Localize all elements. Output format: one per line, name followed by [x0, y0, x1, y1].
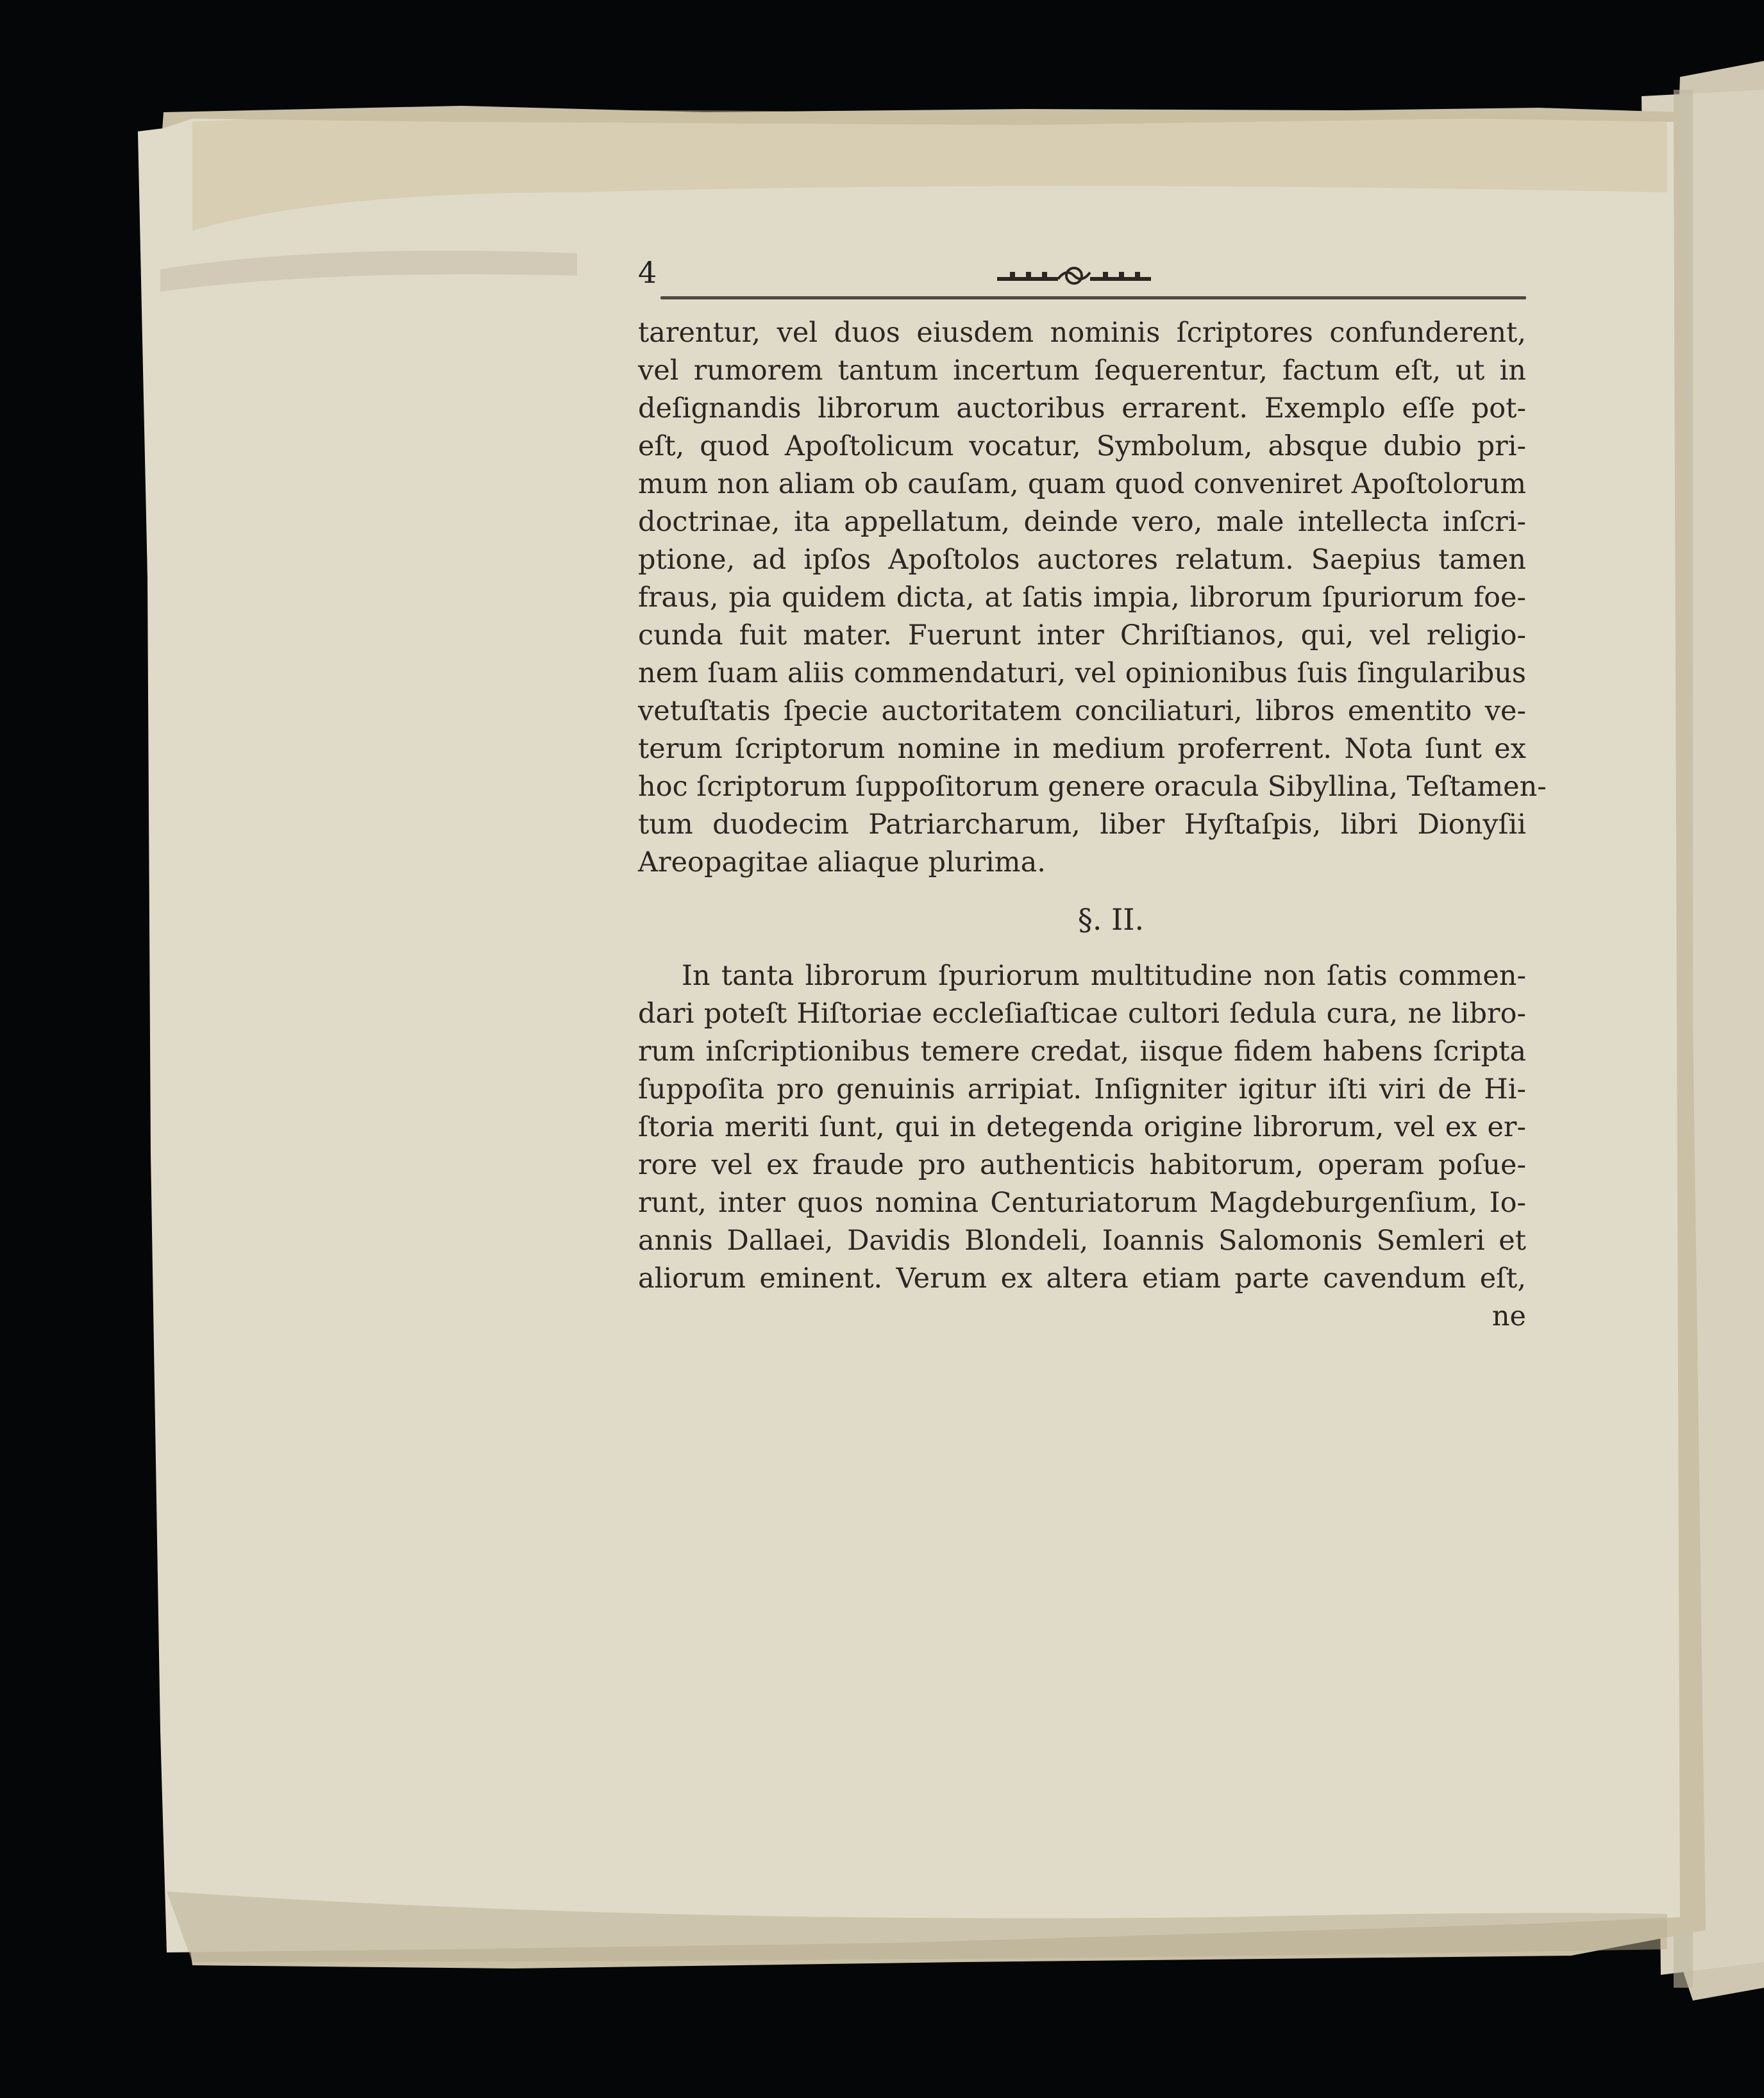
text-line: In tanta librorum ſpuriorum multitudine non ſatis commen- — [682, 960, 1526, 992]
text-line: ſtoria meriti ſunt, qui in detegenda origine librorum, vel ex er- — [638, 1111, 1526, 1143]
text-line: rum inſcriptionibus temere credat, iisque fidem habens ſcripta — [638, 1036, 1526, 1068]
text-line: terum ſcriptorum nomine in medium proferrent. Nota ſunt ex — [638, 733, 1526, 765]
text-line: aliorum eminent. Verum ex altera etiam parte cavendum eſt, — [638, 1263, 1526, 1295]
text-line: annis Dallaei, Davidis Blondeli, Ioannis Salomonis Semleri et — [638, 1225, 1526, 1257]
text-line: Areopagitae aliaque plurima. — [638, 846, 1046, 878]
catchword: ne — [1491, 1300, 1526, 1332]
text-line: eſt, quod Apoſtolicum vocatur, Symbolum, absque dubio pri- — [638, 430, 1526, 462]
page-header — [638, 255, 1526, 303]
text-line: tum duodecim Patriarcharum, liber Hyſtaſpis, libri Dionyſii — [638, 809, 1526, 841]
text-line: runt, inter quos nomina Centuriatorum Magdeburgenſium, Io- — [638, 1187, 1526, 1219]
text-line: vel rumorem tantum incertum ſequerentur, factum eſt, ut in — [638, 355, 1526, 387]
text-line: deſignandis librorum auctoribus errarent. Exemplo eſſe pot- — [638, 392, 1526, 424]
text-line: ſuppoſita pro genuinis arripiat. Inſigniter igitur iſti viri de Hi- — [638, 1073, 1526, 1105]
header-rule — [660, 296, 1526, 299]
text-line: rore vel ex fraude pro authenticis habitorum, operam poſue- — [638, 1149, 1526, 1181]
page-number: 4 — [638, 255, 657, 290]
text-line: nem ſuam aliis commendaturi, vel opinionibus ſuis ſingularibus — [638, 657, 1526, 689]
text-line: hoc ſcriptorum ſuppoſitorum genere oracula Sibyllina, Teſtamen- — [638, 771, 1547, 803]
section-heading: §. II. — [1077, 902, 1145, 937]
text-line: fraus, pia quidem dicta, at ſatis impia, librorum ſpuriorum foe- — [638, 582, 1526, 614]
text-line: mum non aliam ob cauſam, quam quod conveniret Apoſtolorum — [638, 468, 1526, 500]
text-line: doctrinae, ita appellatum, deinde vero, male intellecta inſcri- — [638, 506, 1526, 538]
text-line: cunda fuit mater. Fuerunt inter Chriſtianos, qui, vel religio- — [638, 619, 1526, 651]
text-line: ptione, ad ipſos Apoſtolos auctores relatum. Saepius tamen — [638, 544, 1526, 576]
body-text — [638, 314, 1547, 1336]
text-line: vetuſtatis ſpecie auctoritatem conciliaturi, libros ementito ve- — [638, 695, 1526, 727]
text-line: dari poteſt Hiſtoriae eccleſiaſticae cultori ſedula cura, ne libro- — [638, 998, 1526, 1030]
ornament-icon — [997, 263, 1151, 289]
text-line: tarentur, vel duos eiusdem nominis ſcriptores confunderent, — [638, 317, 1526, 349]
